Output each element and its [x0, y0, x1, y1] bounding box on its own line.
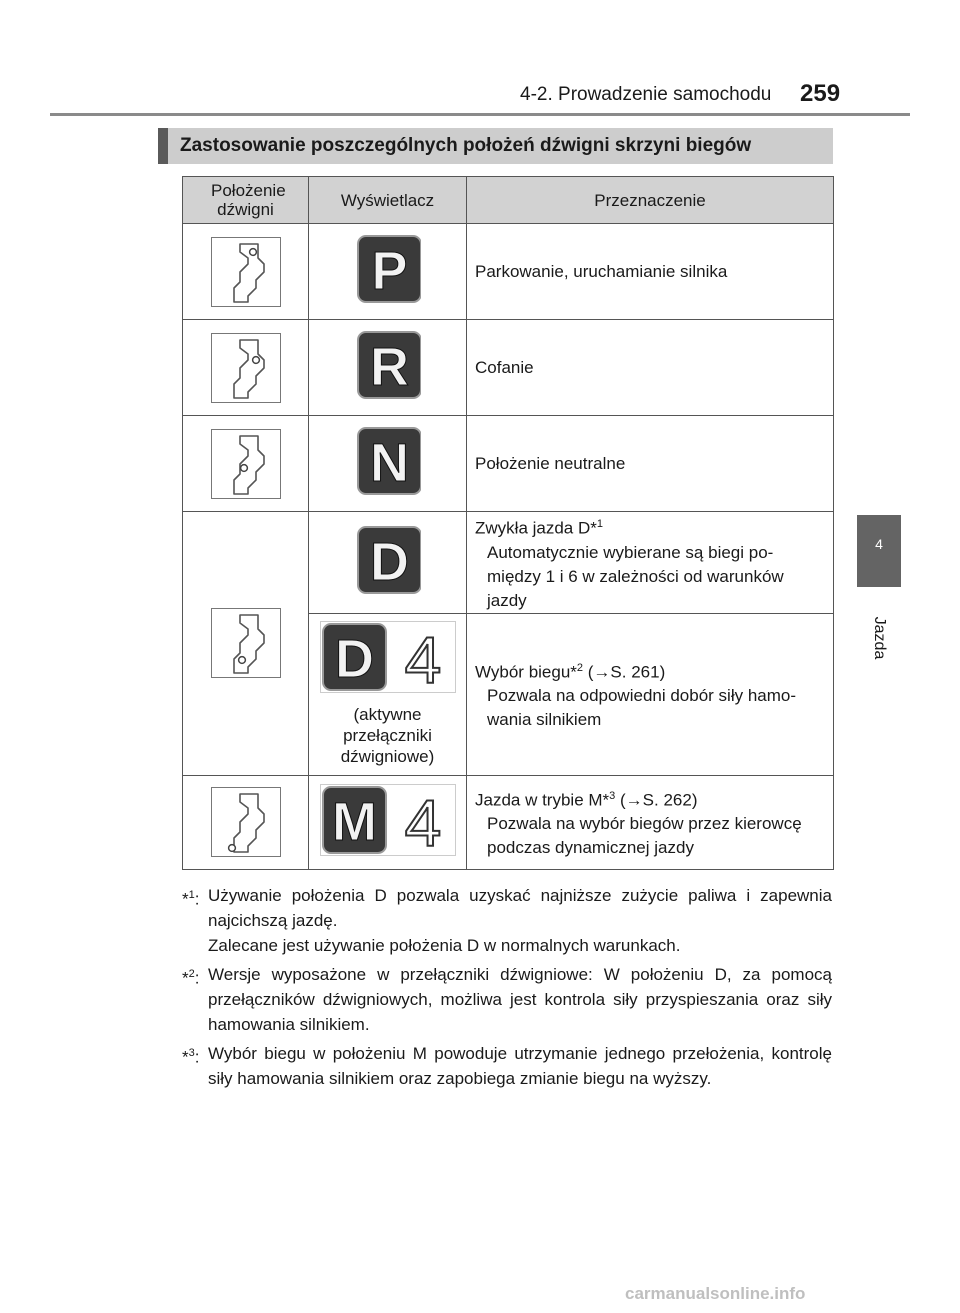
footnote-number: 1: [188, 889, 195, 901]
table-row: [183, 320, 834, 416]
purpose-cell: [467, 512, 834, 614]
footnote-asterisk: *: [182, 1047, 189, 1067]
header-display: Wyświetlacz: [309, 177, 467, 224]
table-row: [183, 512, 834, 614]
shift-gate-drawing: [212, 334, 280, 402]
shift-gate-icon: [211, 608, 281, 678]
chapter-label: [857, 598, 901, 678]
footnote-ref: 3: [609, 789, 616, 802]
section-title-bar: [158, 128, 833, 164]
indicator-n-icon: [355, 425, 421, 502]
footnote-line: Zalecane jest używanie położenia D w normalnych warunkach.: [208, 936, 681, 955]
shift-gate-icon: [211, 429, 281, 499]
footnote-line: Wybór biegu w położeniu M powoduje utrzymanie jednego przełożenia, kontrolę siły hamowania silnikiem oraz zapobiega zmianie biegu na wyższy.: [208, 1044, 832, 1088]
indicator-d4-icon: [320, 621, 456, 698]
gear-positions-table: [182, 176, 834, 870]
purpose-detail-line: jazdy: [487, 590, 527, 610]
footnote-marker: *$^2$:: [182, 968, 200, 988]
purpose-detail-line: Pozwala na odpowiedni dobór siły hamo-: [487, 686, 797, 706]
purpose-detail: [475, 812, 827, 860]
footnote-line: Używanie położenia D pozwala uzyskać najniższe zużycie paliwa i zapewnia najcichszą jazdę.: [208, 886, 832, 930]
svg-text:D: D: [369, 531, 409, 592]
shift-gate-drawing: [212, 238, 280, 306]
table-row: [183, 224, 834, 320]
footnote-number: 3: [188, 1047, 195, 1059]
indicator-drawing: [355, 233, 421, 305]
footnote-line: Wersje wyposażone w przełączniki dźwigniowe: W położeniu D, za pomocą przełączników dźwigniowych, możliwa jest kontrola siły przyspieszania oraz siły hamowania silnikiem.: [208, 965, 832, 1034]
caption-line: przełączniki: [343, 726, 432, 746]
purpose-detail-line: Pozwala na wybór biegów przez kierowcę: [487, 814, 802, 834]
lever-cell: [183, 512, 309, 776]
purpose-main: [475, 784, 827, 813]
caption-line: (aktywne: [353, 705, 422, 725]
purpose-detail-line: Automatycznie wybierane są biegi po-: [487, 542, 774, 562]
display-cell: [309, 416, 467, 512]
footnote-ref: 2: [576, 661, 584, 674]
purpose-cell: [467, 224, 834, 320]
header-purpose: Przeznaczenie: [467, 177, 834, 224]
shift-gate-drawing: [212, 430, 280, 498]
purpose-cell: [467, 613, 834, 775]
section-title: Zastosowanie poszczególnych położeń dźwigni skrzyni biegów: [180, 135, 752, 156]
header-lever: Położenie dźwigni: [183, 177, 309, 224]
chapter-label-text: Jazda: [871, 616, 888, 660]
display-cell: [309, 512, 467, 614]
page-number: 259: [800, 80, 841, 107]
lever-cell: [183, 775, 309, 869]
purpose-main: [475, 656, 827, 685]
svg-text:D: D: [334, 629, 374, 690]
table-row: [183, 416, 834, 512]
svg-text:M: M: [331, 791, 377, 852]
indicator-r-icon: [355, 329, 421, 406]
purpose-cell: [467, 416, 834, 512]
shift-gate-drawing: [212, 609, 280, 677]
svg-text:4: 4: [404, 623, 441, 694]
display-cell: [309, 775, 467, 869]
indicator-drawing: [355, 329, 421, 401]
purpose-detail: [475, 541, 827, 613]
footnote-marker: *$^3$:: [182, 1047, 200, 1067]
display-cell: [309, 320, 467, 416]
shift-gate-drawing: [212, 788, 280, 856]
purpose-detail-line: wania silnikiem: [487, 710, 602, 730]
lever-cell: [183, 224, 309, 320]
indicator-drawing: [355, 524, 421, 596]
caption-line: dźwigniowe): [340, 747, 435, 767]
purpose-detail-line: podczas dynamicznej jazdy: [487, 838, 694, 858]
shift-gate-icon: [211, 333, 281, 403]
footnote-marker: *$^1$:: [182, 889, 200, 909]
indicator-caption: [309, 704, 466, 767]
shift-gate-icon: [211, 237, 281, 307]
page-reference: (→S. 262): [615, 790, 698, 810]
lever-cell: [183, 416, 309, 512]
indicator-drawing: [320, 784, 456, 856]
purpose-main: [475, 512, 827, 541]
svg-text:R: R: [369, 337, 409, 397]
header-section: 4-2. Prowadzenie samochodu: [520, 84, 772, 105]
purpose-detail-line: między 1 i 6 w zależności od warunków: [487, 566, 784, 586]
display-cell: [309, 613, 467, 775]
svg-text:N: N: [369, 433, 409, 493]
footnote-ref: 1: [596, 518, 603, 530]
footnote-number: 2: [188, 968, 195, 980]
header-rule: [50, 113, 910, 116]
display-cell: [309, 224, 467, 320]
indicator-p-icon: [355, 233, 421, 310]
svg-text:P: P: [370, 241, 408, 301]
purpose-detail: [475, 684, 827, 732]
footnotes: [182, 883, 832, 1095]
purpose-text: Cofanie: [475, 357, 534, 377]
footnote: [182, 883, 832, 958]
indicator-m4-icon: [320, 784, 456, 861]
table-row: [183, 775, 834, 869]
chapter-tab: 4: [857, 515, 901, 587]
purpose-text: Położenie neutralne: [475, 453, 626, 473]
purpose-cell: [467, 320, 834, 416]
svg-text:4: 4: [404, 785, 441, 856]
table-header-row: [183, 177, 834, 224]
indicator-drawing: [320, 621, 456, 693]
page-reference: (→S. 261): [583, 662, 666, 682]
lever-cell: [183, 320, 309, 416]
purpose-text: Zwykła jazda D*: [475, 518, 597, 538]
footnote-asterisk: *: [182, 968, 189, 988]
footnote-asterisk: *: [182, 889, 189, 909]
purpose-text: Parkowanie, uruchamianie silnika: [475, 261, 728, 281]
indicator-drawing: [355, 425, 421, 497]
purpose-text: Jazda w trybie M*: [475, 790, 610, 810]
indicator-d-icon: [355, 524, 421, 601]
purpose-cell: [467, 775, 834, 869]
watermark: carmanualsonline.info: [625, 1284, 806, 1303]
shift-gate-icon: [211, 787, 281, 857]
footnote: [182, 962, 832, 1037]
purpose-text: Wybór biegu*: [475, 662, 577, 682]
footnote: [182, 1041, 832, 1091]
